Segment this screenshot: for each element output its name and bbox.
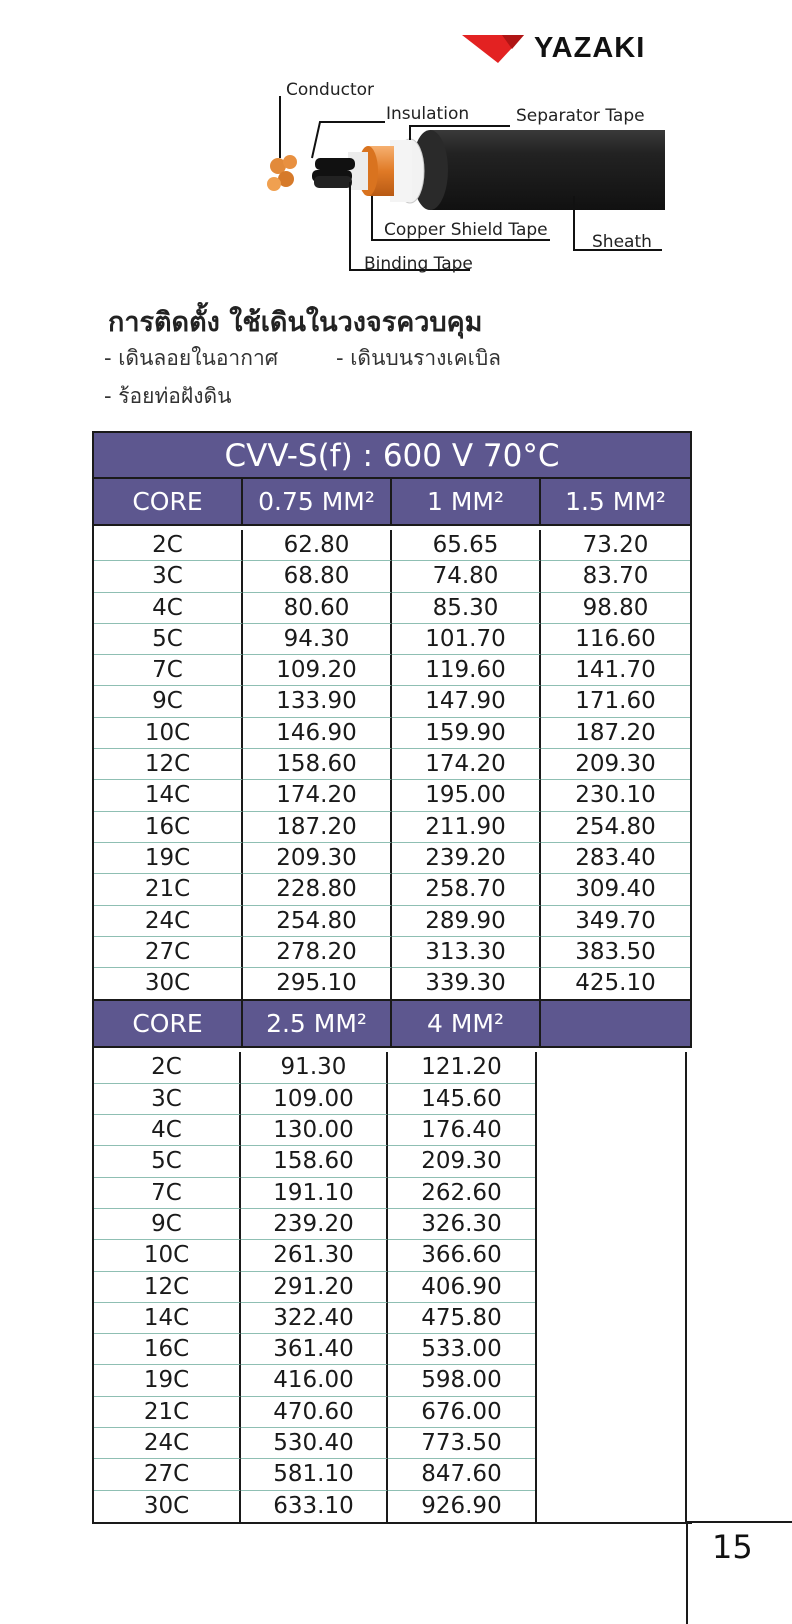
value-cell: 383.50 <box>541 937 690 968</box>
table-row <box>94 624 690 655</box>
table-row <box>94 906 690 937</box>
core-cell: 30C <box>94 1491 241 1522</box>
header-cell: 2.5 MM² <box>243 1001 392 1046</box>
section2-rows <box>94 1052 537 1521</box>
table-row <box>94 593 690 624</box>
value-cell: 62.80 <box>243 530 392 561</box>
table-row <box>94 1491 535 1522</box>
table-row <box>94 780 690 811</box>
table-row <box>94 1240 535 1271</box>
table-row <box>94 1084 535 1115</box>
value-cell: 530.40 <box>241 1428 388 1459</box>
value-cell: 847.60 <box>388 1459 535 1490</box>
value-cell: 228.80 <box>243 874 392 905</box>
table-row <box>94 1428 535 1459</box>
core-cell: 2C <box>94 530 243 561</box>
core-cell: 16C <box>94 1334 241 1365</box>
section2-body <box>92 1048 692 1523</box>
cable-diagram <box>260 78 700 288</box>
table-title: CVV-S(f) : 600 V 70°C <box>92 431 692 479</box>
header-cell: 1 MM² <box>392 479 541 524</box>
value-cell: 475.80 <box>388 1303 535 1334</box>
table-row <box>94 1303 535 1334</box>
value-cell: 254.80 <box>541 812 690 843</box>
value-cell: 80.60 <box>243 593 392 624</box>
value-cell: 209.30 <box>541 749 690 780</box>
value-cell: 598.00 <box>388 1365 535 1396</box>
table-row <box>94 1178 535 1209</box>
installation-item: - ร้อยท่อฝังดิน <box>104 384 232 408</box>
table-row <box>94 937 690 968</box>
table-row <box>94 843 690 874</box>
installation-item: - เดินลอยในอากาศ <box>104 346 279 370</box>
core-cell: 7C <box>94 655 243 686</box>
core-cell: 9C <box>94 686 243 717</box>
value-cell: 101.70 <box>392 624 541 655</box>
table-row <box>94 1365 535 1396</box>
core-cell: 21C <box>94 874 243 905</box>
value-cell: 533.00 <box>388 1334 535 1365</box>
value-cell: 239.20 <box>392 843 541 874</box>
value-cell: 309.40 <box>541 874 690 905</box>
value-cell: 74.80 <box>392 561 541 592</box>
core-cell: 14C <box>94 780 243 811</box>
value-cell: 283.40 <box>541 843 690 874</box>
value-cell: 146.90 <box>243 718 392 749</box>
section1-body <box>92 526 692 1001</box>
core-cell: 16C <box>94 812 243 843</box>
value-cell: 119.60 <box>392 655 541 686</box>
value-cell: 361.40 <box>241 1334 388 1365</box>
value-cell: 187.20 <box>243 812 392 843</box>
table-row <box>94 968 690 999</box>
yazaki-mark-icon <box>462 33 524 63</box>
core-cell: 9C <box>94 1209 241 1240</box>
value-cell: 130.00 <box>241 1115 388 1146</box>
value-cell: 366.60 <box>388 1240 535 1271</box>
page-corner-line <box>686 1521 792 1523</box>
core-cell: 12C <box>94 749 243 780</box>
core-cell: 27C <box>94 1459 241 1490</box>
value-cell: 176.40 <box>388 1115 535 1146</box>
value-cell: 94.30 <box>243 624 392 655</box>
label-binding-tape: Binding Tape <box>364 254 473 274</box>
core-cell: 2C <box>94 1052 241 1083</box>
value-cell: 83.70 <box>541 561 690 592</box>
label-insulation: Insulation <box>386 104 470 124</box>
value-cell: 262.60 <box>388 1178 535 1209</box>
core-cell: 30C <box>94 968 243 999</box>
value-cell: 145.60 <box>388 1084 535 1115</box>
core-cell: 10C <box>94 718 243 749</box>
table-row <box>94 749 690 780</box>
core-cell: 7C <box>94 1178 241 1209</box>
value-cell: 171.60 <box>541 686 690 717</box>
value-cell: 230.10 <box>541 780 690 811</box>
core-cell: 19C <box>94 1365 241 1396</box>
value-cell: 158.60 <box>241 1146 388 1177</box>
core-cell: 12C <box>94 1272 241 1303</box>
page-corner-line <box>686 1521 688 1624</box>
value-cell: 209.30 <box>243 843 392 874</box>
brand-logo <box>462 30 645 66</box>
value-cell: 191.10 <box>241 1178 388 1209</box>
table-row <box>94 561 690 592</box>
value-cell: 254.80 <box>243 906 392 937</box>
core-cell: 4C <box>94 593 243 624</box>
value-cell: 174.20 <box>243 780 392 811</box>
label-sheath: Sheath <box>592 232 652 252</box>
value-cell: 65.65 <box>392 530 541 561</box>
page-number: 15 <box>712 1528 753 1566</box>
value-cell: 68.80 <box>243 561 392 592</box>
table-row <box>94 1397 535 1428</box>
value-cell: 416.00 <box>241 1365 388 1396</box>
table-row <box>94 1459 535 1490</box>
value-cell: 339.30 <box>392 968 541 999</box>
table-row <box>94 874 690 905</box>
header-cell: 4 MM² <box>392 1001 541 1046</box>
core-cell: 10C <box>94 1240 241 1271</box>
value-cell: 258.70 <box>392 874 541 905</box>
value-cell: 239.20 <box>241 1209 388 1240</box>
value-cell: 133.90 <box>243 686 392 717</box>
header-cell: CORE <box>94 1001 243 1046</box>
value-cell: 773.50 <box>388 1428 535 1459</box>
value-cell: 676.00 <box>388 1397 535 1428</box>
table-row <box>94 1115 535 1146</box>
core-cell: 21C <box>94 1397 241 1428</box>
value-cell: 278.20 <box>243 937 392 968</box>
value-cell: 187.20 <box>541 718 690 749</box>
header-cell: 0.75 MM² <box>243 479 392 524</box>
value-cell: 116.60 <box>541 624 690 655</box>
value-cell: 209.30 <box>388 1146 535 1177</box>
value-cell: 85.30 <box>392 593 541 624</box>
value-cell: 326.30 <box>388 1209 535 1240</box>
value-cell: 109.20 <box>243 655 392 686</box>
section2-empty-column <box>537 1052 687 1521</box>
value-cell: 295.10 <box>243 968 392 999</box>
value-cell: 470.60 <box>241 1397 388 1428</box>
installation-heading: การติดตั้ง ใช้เดินในวงจรควบคุม <box>108 307 483 338</box>
table-row <box>94 1146 535 1177</box>
table-row <box>94 718 690 749</box>
label-conductor: Conductor <box>286 80 375 100</box>
core-cell: 3C <box>94 1084 241 1115</box>
table-row <box>94 530 690 561</box>
installation-item: - เดินบนรางเคเบิล <box>336 346 502 370</box>
value-cell: 261.30 <box>241 1240 388 1271</box>
table-row <box>94 812 690 843</box>
table-row <box>94 655 690 686</box>
value-cell: 195.00 <box>392 780 541 811</box>
value-cell: 174.20 <box>392 749 541 780</box>
header-cell: CORE <box>94 479 243 524</box>
core-cell: 5C <box>94 624 243 655</box>
value-cell: 141.70 <box>541 655 690 686</box>
value-cell: 121.20 <box>388 1052 535 1083</box>
brand-name: YAZAKI <box>534 31 646 64</box>
header-cell <box>541 1001 690 1046</box>
value-cell: 158.60 <box>243 749 392 780</box>
core-cell: 4C <box>94 1115 241 1146</box>
value-cell: 926.90 <box>421 1492 502 1519</box>
table-row <box>94 1052 535 1083</box>
value-cell: 147.90 <box>392 686 541 717</box>
table-row <box>94 1272 535 1303</box>
value-cell: 159.90 <box>392 718 541 749</box>
section1-header <box>92 479 692 526</box>
value-cell: 425.10 <box>575 970 656 997</box>
label-copper-shield-tape: Copper Shield Tape <box>384 220 548 240</box>
core-cell: 3C <box>94 561 243 592</box>
cable-weight-table <box>92 431 692 1524</box>
value-cell: 291.20 <box>241 1272 388 1303</box>
value-cell: 109.00 <box>241 1084 388 1115</box>
core-cell: 24C <box>94 906 243 937</box>
table-row <box>94 686 690 717</box>
value-cell: 406.90 <box>388 1272 535 1303</box>
value-cell: 91.30 <box>241 1052 388 1083</box>
core-cell: 19C <box>94 843 243 874</box>
value-cell: 633.10 <box>241 1491 388 1522</box>
core-cell: 27C <box>94 937 243 968</box>
value-cell: 349.70 <box>541 906 690 937</box>
value-cell: 313.30 <box>392 937 541 968</box>
value-cell: 581.10 <box>241 1459 388 1490</box>
value-cell: 211.90 <box>392 812 541 843</box>
label-separator-tape: Separator Tape <box>516 106 645 126</box>
core-cell: 5C <box>94 1146 241 1177</box>
value-cell: 322.40 <box>241 1303 388 1334</box>
table-row <box>94 1334 535 1365</box>
value-cell: 289.90 <box>392 906 541 937</box>
core-cell: 14C <box>94 1303 241 1334</box>
header-cell: 1.5 MM² <box>565 487 666 516</box>
value-cell: 73.20 <box>541 530 690 561</box>
table-row <box>94 1209 535 1240</box>
value-cell: 98.80 <box>541 593 690 624</box>
section2-header <box>92 1001 692 1048</box>
core-cell: 24C <box>94 1428 241 1459</box>
